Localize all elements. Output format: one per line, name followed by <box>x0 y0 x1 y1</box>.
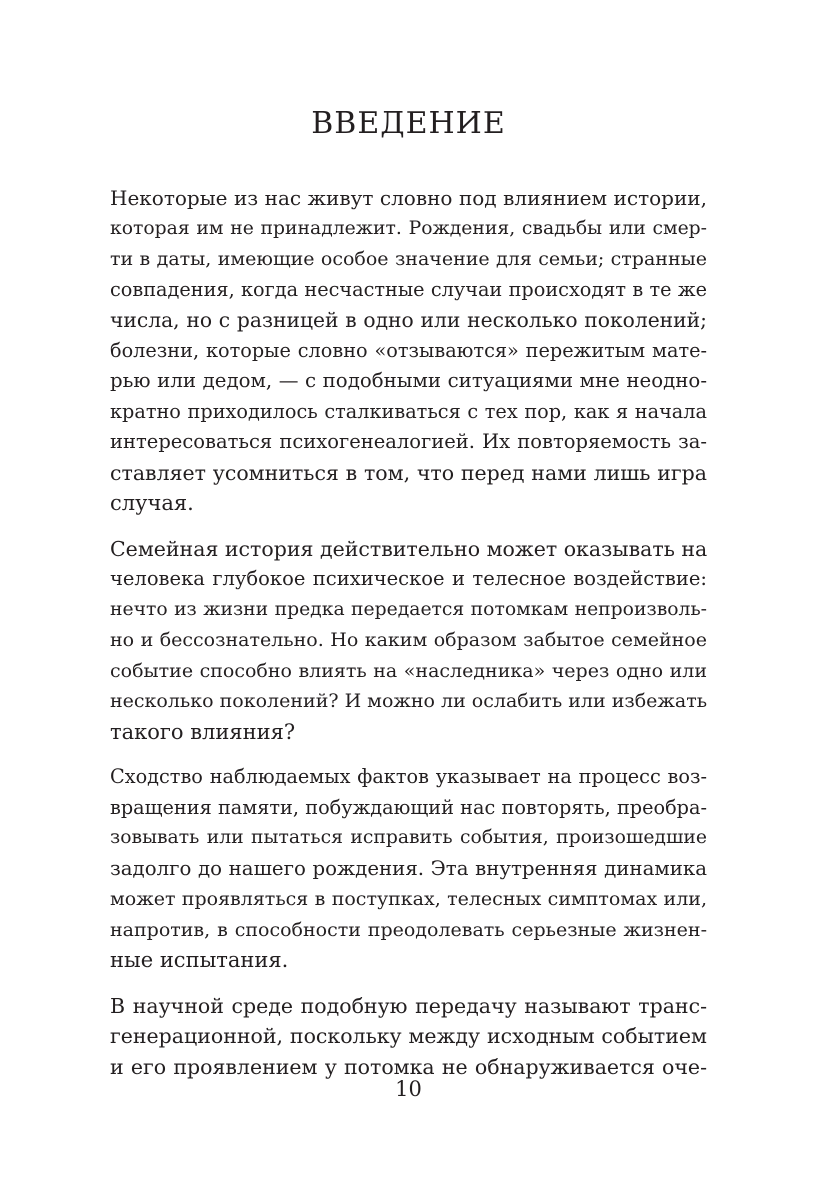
text-line: человека глубокое психическое и телесное воздействие: <box>110 567 707 590</box>
paragraph-4 <box>110 991 707 1083</box>
text-line: болезни, которые словно «отзываются» пережитым мате- <box>110 338 707 362</box>
text-line: случая. <box>110 491 194 515</box>
text-line: но и бессознательно. Но каким образом забытое семейное <box>110 629 707 651</box>
text-line: зовывать или пытаться исправить события, произошедшие <box>110 827 707 848</box>
text-line: и его проявлением у потомка не обнаруживается оче- <box>110 1054 707 1079</box>
text-line: вращения памяти, побуждающий нас повторять, преобра- <box>110 795 707 819</box>
text-line: напротив, в способности преодолевать серьезные жизнен- <box>110 918 707 941</box>
text-line: такого влияния? <box>110 719 296 744</box>
text-line: ные испытания. <box>110 948 289 972</box>
text-line: может проявляться в поступках, телесных симптомах или, <box>110 888 707 910</box>
page-number: 10 <box>395 1077 422 1101</box>
text-line: ти в даты, имеющие особое значение для семьи; странные <box>110 248 707 270</box>
text-line: Некоторые из нас живут словно под влиянием истории, <box>110 186 707 210</box>
text-line: В научной среде подобную передачу называют транс- <box>110 993 707 1018</box>
text-line: генерационной, поскольку между исходным событием <box>110 1024 707 1048</box>
text-line: интересоваться психогенеалогией. Их повторяемость за- <box>110 430 707 453</box>
chapter-title: ВВЕДЕНИЕ <box>311 106 506 141</box>
text-line: рью или дедом, — с подобными ситуациями мне неодно- <box>110 369 707 392</box>
text-line: числа, но с разницей в одно или несколько поколений; <box>110 308 707 332</box>
text-line: Семейная история действительно может оказывать на <box>110 536 707 561</box>
text-line: задолго до нашего рождения. Эта внутренняя динамика <box>110 856 707 880</box>
text-line: Сходство наблюдаемых фактов указывает на процесс воз- <box>110 765 707 788</box>
text-line: ставляет усомниться в том, что перед нами лишь игра <box>110 460 707 485</box>
text-line: нечто из жизни предка передается потомкам непроизволь- <box>110 598 707 620</box>
paragraph-3 <box>110 762 707 976</box>
text-line: совпадения, когда несчастные случаи происходят в те же <box>110 277 707 301</box>
paragraph-2 <box>110 534 707 748</box>
text-line: которая им не принадлежит. Рождения, свадьбы или смер- <box>110 217 707 239</box>
paragraph-1 <box>110 183 707 519</box>
text-line: кратно приходилось сталкиваться с тех пор, как я начала <box>110 399 707 423</box>
text-line: несколько поколений? И можно ли ослабить или избежать <box>110 690 707 712</box>
text-line: событие способно влиять на «наследника» через одно или <box>110 659 707 682</box>
body-text <box>110 183 707 1097</box>
